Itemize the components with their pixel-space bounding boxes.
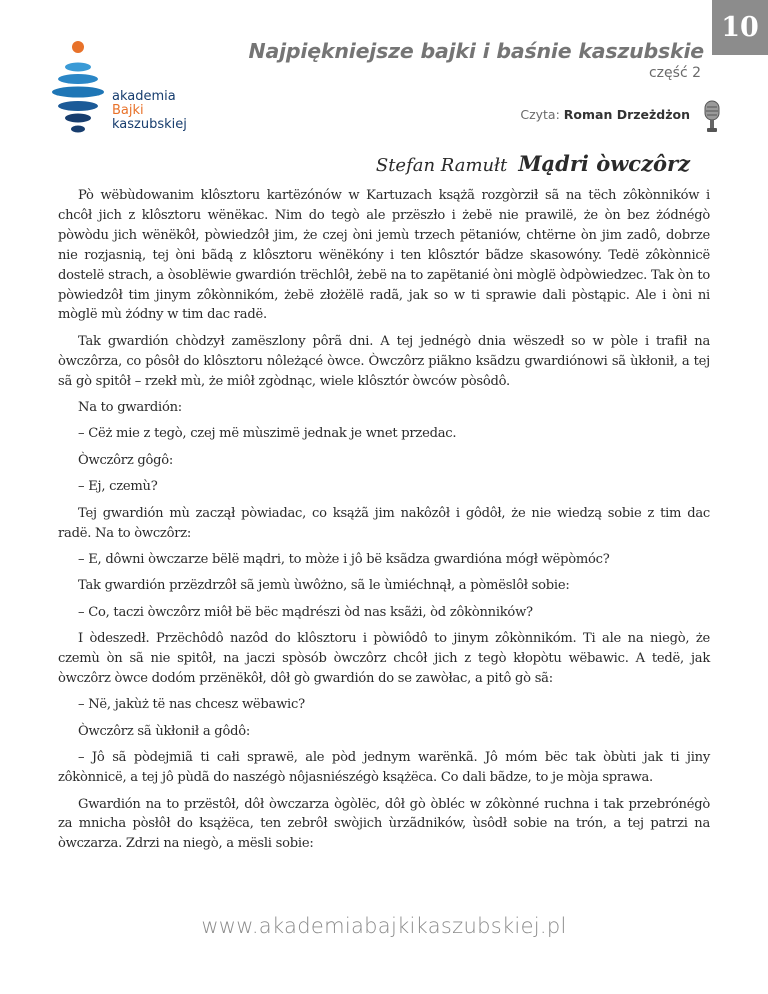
paragraph: Tak gwardión chòdzył zamëszlony pôrã dni. A tej jednégò dnia wëszedł so w pòle i trafił na òwczôrza, co pôsôł do klôsztoru nôleżącé òwce. Òwczôrz piãkno ksãdzu gwardiónowi sã ùkłonił, a tej sã gò spitôł – rzekł mù, że miôł zgòdnąc, wiele klôsztór òwców pòsôdô.	[58, 333, 710, 389]
story-author: Stefan Ramułt	[375, 155, 508, 176]
page-number-tab	[712, 0, 768, 55]
logo-stripe-5	[65, 114, 91, 123]
akademia-logo	[50, 38, 220, 148]
series-part: część 2	[648, 65, 701, 81]
paragraph: Na to gwardión:	[78, 400, 182, 416]
paragraph: Tej gwardión mù zaczął pòwiadac, co ksążã jim nakôzôł i gôdôł, że nie wiedzą sobie z tim dac radë. Na to òwczôrz:	[58, 505, 710, 541]
logo-line-1: akademia	[112, 89, 176, 104]
series-title: Najpiękniejsze bajki i baśnie kaszubskie	[248, 39, 704, 63]
story-text	[58, 186, 710, 861]
paragraph: Òwczôrz gôgô:	[78, 452, 174, 468]
paragraph: – Ej, czemù?	[78, 479, 158, 495]
logo-line-3: kaszubskiej	[112, 117, 187, 132]
story-title: Mądri òwczôrz	[518, 151, 690, 176]
logo-dot	[72, 41, 84, 53]
logo-line-2: Bajki	[112, 103, 144, 118]
logo-stripe-2	[58, 74, 98, 84]
reader-credit	[380, 107, 690, 122]
paragraph: – Jô sã pòdejmiã ti całi sprawë, ale pòd jednym warënkã. Jô móm bëc tak òbùti jak ti jiny zôkònnicë, a tej jô pùdã do naszégò nôjasniészégò ksążëca. Co dali bãdze, to je mòja sprawa.	[58, 750, 710, 786]
reader-name: Roman Drzeżdżon	[563, 107, 690, 122]
paragraph: Tak gwardión przëzdrzôł sã jemù ùwôżno, sã le ùmiéchnął, a pòmëslôł sobie:	[78, 578, 570, 594]
paragraph: – E, dôwni òwczarze bëlë mądri, to mòże i jô bë ksãdza gwardióna mógł wëpòmóc?	[78, 552, 610, 567]
page-number: 10	[721, 12, 759, 43]
paragraph: Gwardión na to przëstôł, dôł òwczarza ògòlëc, dôł gò òbléc w zôkònné ruchna i tak przebrónégò za mnicha pòsłôł do ksążëca, ten zebrôł swòjich ùrzãdników, ùsôdł sobie na trón, a tej patrzi na òwczarza. Zdrzi na niegò, a mësli sobie:	[58, 796, 710, 852]
paragraph: – Cëż mie z tegò, czej më mùszimë jednak je wnet przedac.	[78, 426, 457, 442]
logo-stripe-1	[65, 63, 91, 72]
microphone-icon	[702, 100, 722, 134]
paragraph: – Në, jakùż të nas chcesz wëbawic?	[78, 697, 305, 713]
story-heading	[250, 151, 690, 176]
paragraph: I òdeszedł. Przëchôdô nazôd do klôsztoru i pòwiôdô to jinym zôkònnikóm. Ti ale na niegò, że czemù òn sã nie spitôł, na jaczi spòsób òwczôrz chcôł jich z tegò kłopòtu wëbawic. A tedë, jak òwczôrz òwce dodóm przënëkôł, dôł gò gwardión do se zawòłac, a pitô gò sã:	[58, 631, 710, 687]
paragraph: – Co, taczi òwczôrz miôł bë bëc mądrészi òd nas ksãżi, òd zôkònników?	[78, 604, 533, 620]
paragraph: Pò wëbùdowanim klôsztoru kartëzónów w Kartuzach ksążã rozgòrził sã na tëch zôkònników i chcôł jich z klôsztoru wënëkac. Nim do tegò ale przëszło i żebë nie prawilë, że òn bez żódnégò pòwòdu jich wënëkôł, pòwiedzôł jim, że czej òni jemù trzech pëtaniów, chtërne òn jim zadô, dobrze nie rozjasnią, tej òni bãdą z klôsztoru wënëkóny i ten klôsztór bãdze skasowóny. Tedë zôkònnicë dostelë strach, a òsoblëwie gwardión trëchlôł, żebë na to zapëtanié òni mòglë òdpòwiedzec. Tak òn to pòwiedzôł tim jinym zôkònnikóm, żebë złożëlë radã, jak so w ti sprawie dali pòstąpic. Ale i òni ni mòglë mù żódny w tim dac radë.	[58, 188, 710, 323]
reader-label: Czyta:	[520, 107, 560, 122]
logo-stripe-6	[71, 126, 85, 133]
paragraph: Òwczôrz sã ùkłonił a gôdô:	[78, 723, 250, 739]
logo-stripe-3	[52, 87, 104, 98]
logo-stripe-4	[58, 101, 98, 111]
footer-website-link[interactable]: www.akademiabajkikaszubskiej.pl	[201, 914, 567, 938]
